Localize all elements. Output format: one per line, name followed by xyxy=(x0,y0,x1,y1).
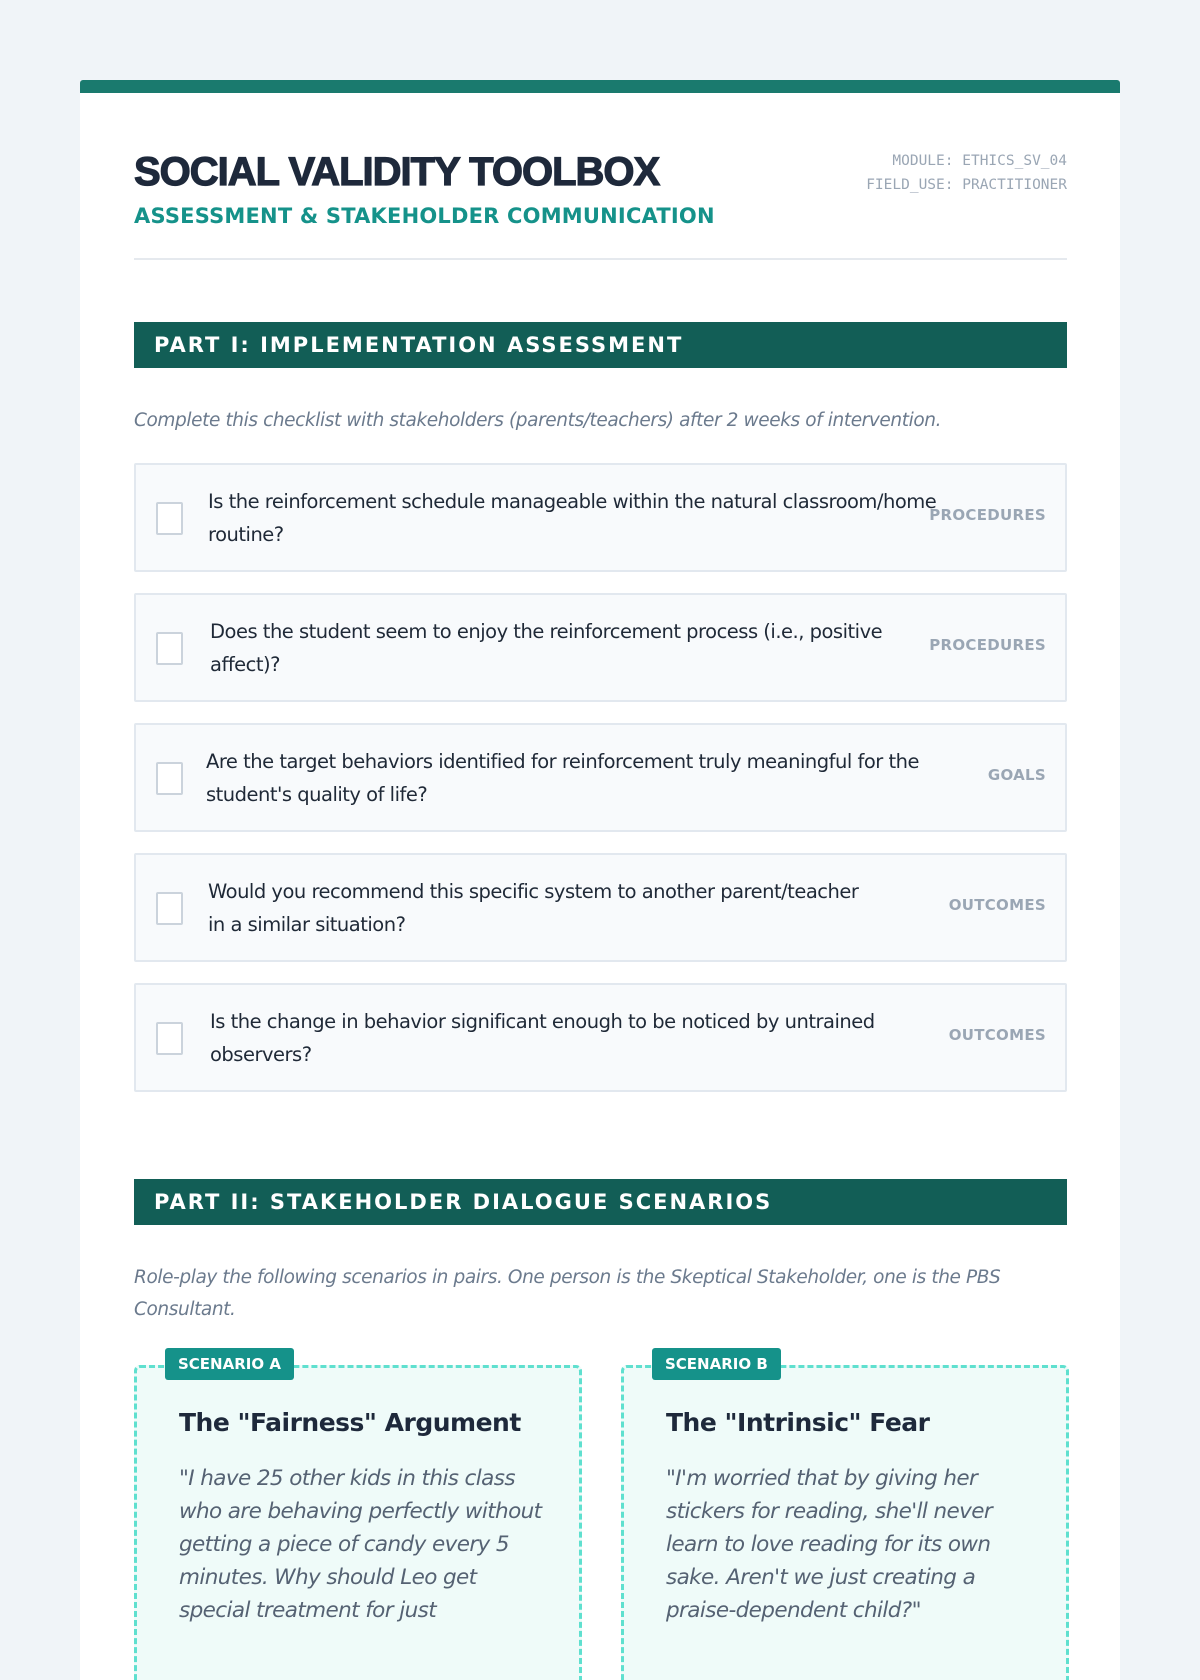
checkbox[interactable] xyxy=(156,502,183,535)
checkbox[interactable] xyxy=(156,762,183,795)
checklist-item xyxy=(134,983,1067,1092)
scenario-quote: "I'm worried that by giving her stickers for reading, she'll never learn to love reading for its own sake. Aren't we just creating a praise-dependent child?" xyxy=(666,1466,993,1623)
scenario-card xyxy=(134,1355,582,1680)
scenario-badge: SCENARIO A xyxy=(165,1348,294,1380)
category-tag: OUTCOMES xyxy=(948,896,1046,914)
category-tag: PROCEDURES xyxy=(929,506,1046,524)
header-divider xyxy=(134,258,1067,260)
page-subtitle: ASSESSMENT & STAKEHOLDER COMMUNICATION xyxy=(134,204,715,228)
checklist-question: Would you recommend this specific system to another parent/teacher in a similar situation? xyxy=(208,880,859,936)
checkbox[interactable] xyxy=(156,632,183,665)
part2-instructions: Role-play the following scenarios in pairs. One person is the Skeptical Stakeholder, one is the PBS Consultant. xyxy=(134,1267,1001,1320)
checklist-item xyxy=(134,593,1067,702)
part1-heading: PART I: IMPLEMENTATION ASSESSMENT xyxy=(134,322,1067,368)
scenario-title: The "Intrinsic" Fear xyxy=(666,1408,930,1437)
checklist-item xyxy=(134,853,1067,962)
checkbox[interactable] xyxy=(156,1022,183,1055)
field-use: FIELD_USE: PRACTITIONER xyxy=(866,177,1067,193)
part1-instructions: Complete this checklist with stakeholders (parents/teachers) after 2 weeks of intervention. xyxy=(134,410,942,431)
worksheet-card xyxy=(80,80,1120,1680)
checklist-item xyxy=(134,723,1067,832)
checklist-question: Is the reinforcement schedule manageable within the natural classroom/home routine? xyxy=(208,490,937,546)
checklist-item xyxy=(134,463,1067,572)
category-tag: OUTCOMES xyxy=(948,1026,1046,1044)
checkbox[interactable] xyxy=(156,892,183,925)
scenario-title: The "Fairness" Argument xyxy=(179,1408,521,1437)
checklist-question: Is the change in behavior significant enough to be noticed by untrained observers? xyxy=(210,1010,875,1066)
scenario-card xyxy=(621,1355,1069,1680)
scenario-badge: SCENARIO B xyxy=(652,1348,781,1380)
module-meta xyxy=(866,149,1067,197)
category-tag: GOALS xyxy=(987,766,1046,784)
scenario-quote: "I have 25 other kids in this class who are behaving perfectly without getting a piece of candy every 5 minutes. Why should Leo get special treatment for just xyxy=(179,1466,542,1623)
page-title: SOCIAL VALIDITY TOOLBOX xyxy=(134,150,660,194)
module-code: MODULE: ETHICS_SV_04 xyxy=(892,153,1067,169)
category-tag: PROCEDURES xyxy=(929,636,1046,654)
checklist-question: Does the student seem to enjoy the reinforcement process (i.e., positive affect)? xyxy=(210,620,883,676)
checklist-question: Are the target behaviors identified for reinforcement truly meaningful for the student's quality of life? xyxy=(206,750,919,806)
part2-heading: PART II: STAKEHOLDER DIALOGUE SCENARIOS xyxy=(134,1179,1067,1225)
